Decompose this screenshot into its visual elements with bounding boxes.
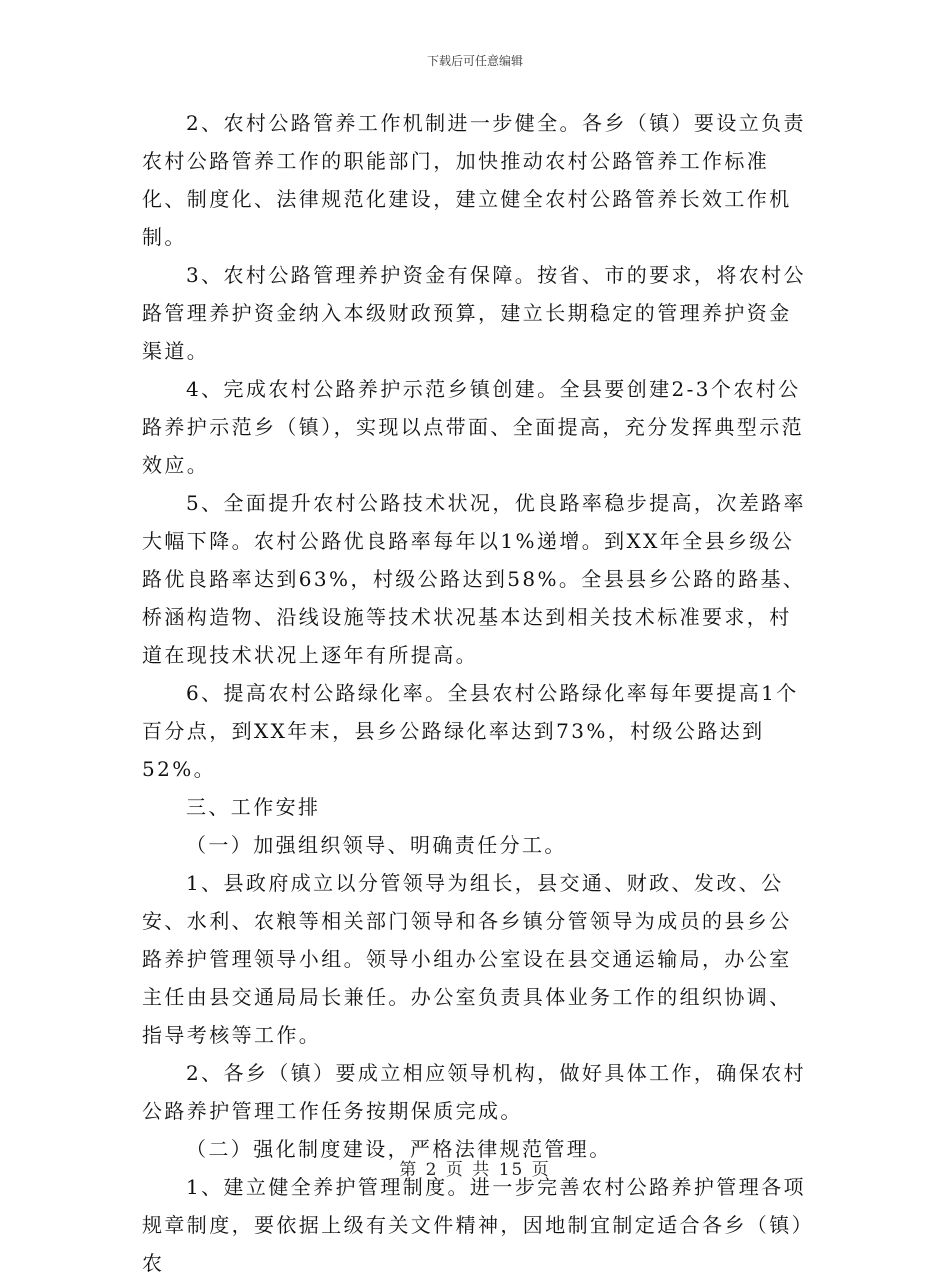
- paragraph-item-6: 6、提高农村公路绿化率。全县农村公路绿化率每年要提高1个百分点，到XX年末，县乡公路绿化率达到73%，村级公路达到52%。: [142, 681, 799, 781]
- document-body: [142, 104, 812, 1282]
- paragraph-township-agencies: 2、各乡（镇）要成立相应领导机构，做好具体工作，确保农村公路养护管理工作任务按期保质完成。: [142, 1061, 806, 1123]
- paragraph-item-5: 5、全面提升农村公路技术状况，优良路率稳步提高，次差路率大幅下降。农村公路优良路率每年以1%递增。到XX年全县乡级公路优良路率达到63%，村级公路达到58%。全县县乡公路的路基、桥涵构造物、沿线设施等技术状况基本达到相关技术标准要求，村道在现技术状况上逐年有所提高。: [142, 491, 806, 667]
- section-heading-work-arrangement: 三、工作安排: [186, 795, 321, 819]
- sub-heading-institution-building: （二）强化制度建设，严格法律规范管理。: [186, 1137, 612, 1161]
- paragraph-maintenance-system: 1、建立健全养护管理制度。进一步完善农村公路养护管理各项规章制度，要依据上级有关文件精神，因地制宜制定适合各乡（镇）农: [142, 1175, 806, 1275]
- paragraph-leadership-group: 1、县政府成立以分管领导为组长，县交通、财政、发改、公安、水利、农粮等相关部门领导和各乡镇分管领导为成员的县乡公路养护管理领导小组。领导小组办公室设在县交通运输局，办公室主任由县交通局局长兼任。办公室负责具体业务工作的组织协调、指导考核等工作。: [142, 871, 792, 1047]
- paragraph-item-4: 4、完成农村公路养护示范乡镇创建。全县要创建2-3个农村公路养护示范乡（镇），实现以点带面、全面提高，充分发挥典型示范效应。: [142, 377, 804, 477]
- paragraph-item-2: 2、农村公路管养工作机制进一步健全。各乡（镇）要设立负责农村公路管养工作的职能部门，加快推动农村公路管养工作标准化、制度化、法律规范化建设，建立健全农村公路管养长效工作机制。: [142, 111, 806, 249]
- page-header-note: 下载后可任意编辑: [426, 54, 523, 68]
- paragraph-item-3: 3、农村公路管理养护资金有保障。按省、市的要求，将农村公路管理养护资金纳入本级财政预算，建立长期稳定的管理养护资金渠道。: [142, 263, 806, 363]
- sub-heading-organization: （一）加强组织领导、明确责任分工。: [186, 833, 567, 857]
- page-number-footer: 第 2 页 共 15 页: [399, 1160, 551, 1180]
